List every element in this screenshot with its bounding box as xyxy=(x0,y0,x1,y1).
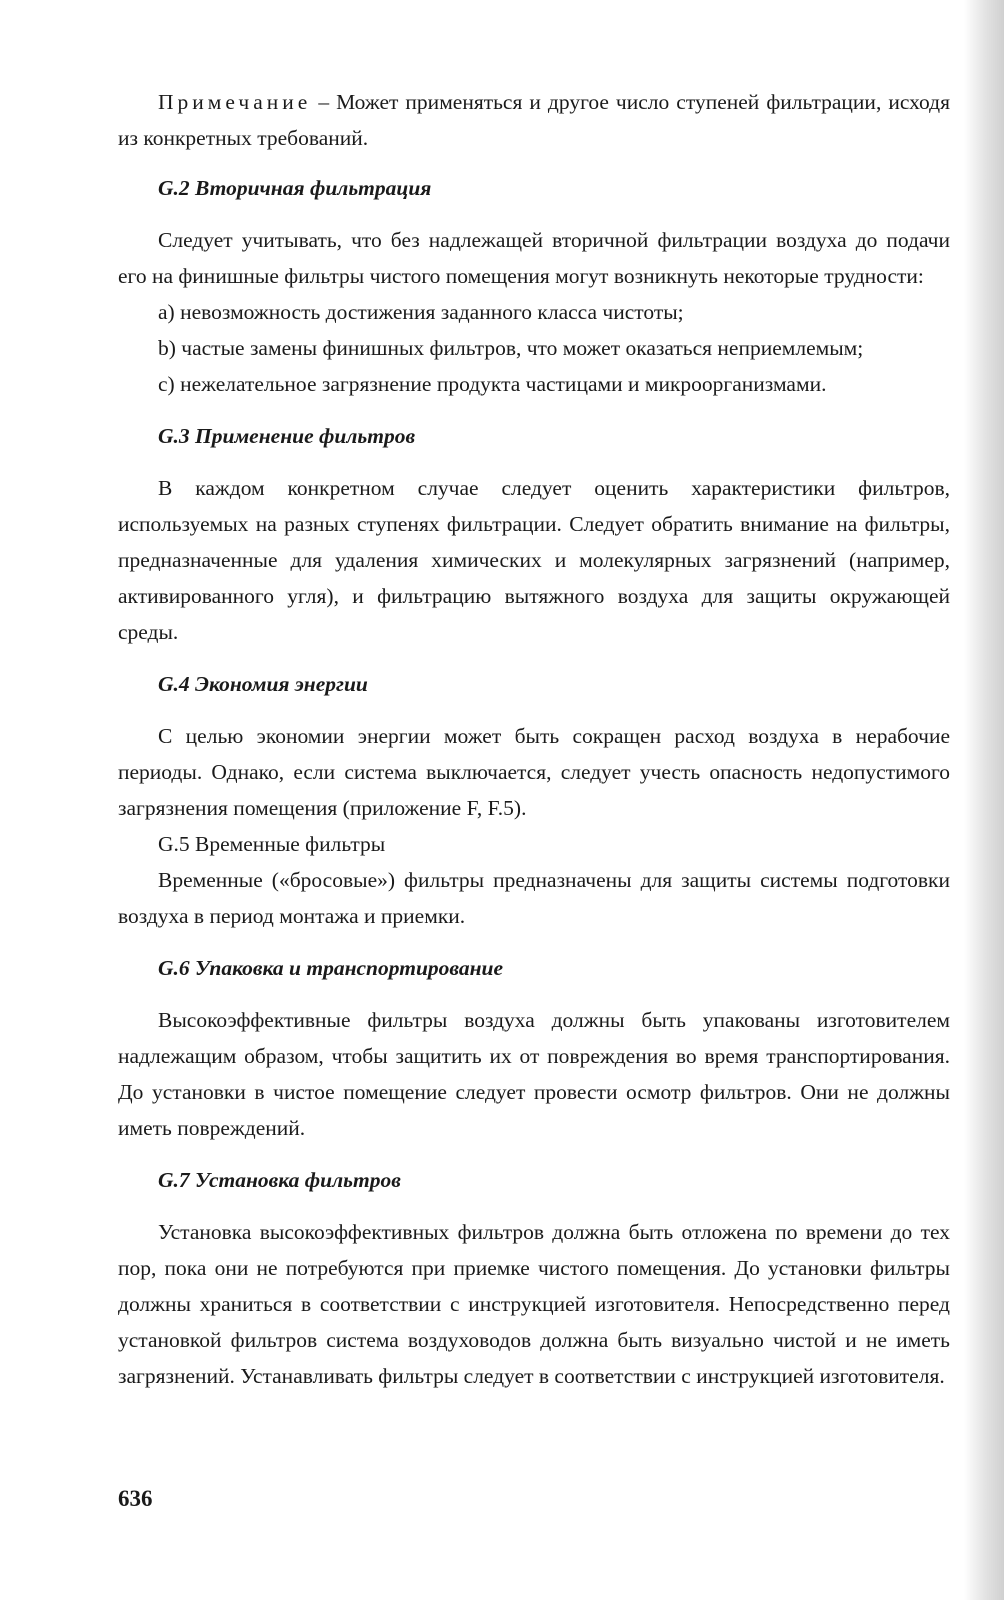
list-item-c: c) нежелательное загрязнение продукта частицами и микроорганизмами. xyxy=(158,372,827,396)
section-heading-g6: G.6 Упаковка и транспортирование xyxy=(158,956,504,980)
section-g2-intro: Следует учитывать, что без надлежащей вторичной фильтрации воздуха до подачи его на финишные фильтры чистого помещения могут возникнуть некоторые трудности: xyxy=(118,228,950,288)
note-label: Примечание xyxy=(158,90,312,114)
section-heading-g2: G.2 Вторичная фильтрация xyxy=(158,176,432,200)
section-g5-text: Временные («бросовые») фильтры предназначены для защиты системы подготовки воздуха в период монтажа и приемки. xyxy=(118,868,950,928)
section-heading-g3: G.3 Применение фильтров xyxy=(158,424,416,448)
document-page xyxy=(118,84,950,1394)
page-number: 636 xyxy=(118,1486,153,1511)
page-edge-shadow xyxy=(964,0,1004,1600)
list-item-a: a) невозможность достижения заданного класса чистоты; xyxy=(158,300,684,324)
section-g6-text: Высокоэффективные фильтры воздуха должны быть упакованы изготовителем надлежащим образом, чтобы защитить их от повреждения во время транспортирования. До установки в чистое помещение следует провести осмотр фильтров. Они не должны иметь повреждений. xyxy=(118,1008,950,1140)
section-g4-text: С целью экономии энергии может быть сокращен расход воздуха в нерабочие периоды. Однако, если система выключается, следует учесть опасность недопустимого загрязнения помещения (приложение F, F.5). xyxy=(118,724,950,820)
section-heading-g7: G.7 Установка фильтров xyxy=(158,1168,401,1192)
section-g3-text: В каждом конкретном случае следует оценить характеристики фильтров, используемых на разных ступенях фильтрации. Следует обратить внимание на фильтры, предназначенные для удаления химических и молекулярных загрязнений (например, активированного угля), и фильтрацию вытяжного воздуха для защиты окружающей среды. xyxy=(118,476,950,644)
section-heading-g4: G.4 Экономия энергии xyxy=(158,672,368,696)
note-paragraph xyxy=(118,84,950,156)
note-text: – Может применяться и другое число ступеней фильтрации, исходя из конкретных требований. xyxy=(118,90,950,150)
section-g7-text: Установка высокоэффективных фильтров должна быть отложена по времени до тех пор, пока они не потребуются при приемке чистого помещения. До установки фильтры должны храниться в соответствии с инструкцией изготовителя. Непосредственно перед установкой фильтров система воздуховодов должна быть визуально чистой и не иметь загрязнений. Устанавливать фильтры следует в соответствии с инструкцией изготовителя. xyxy=(118,1220,950,1388)
section-heading-g5: G.5 Временные фильтры xyxy=(158,832,386,856)
list-item-b: b) частые замены финишных фильтров, что может оказаться неприемлемым; xyxy=(158,336,864,360)
